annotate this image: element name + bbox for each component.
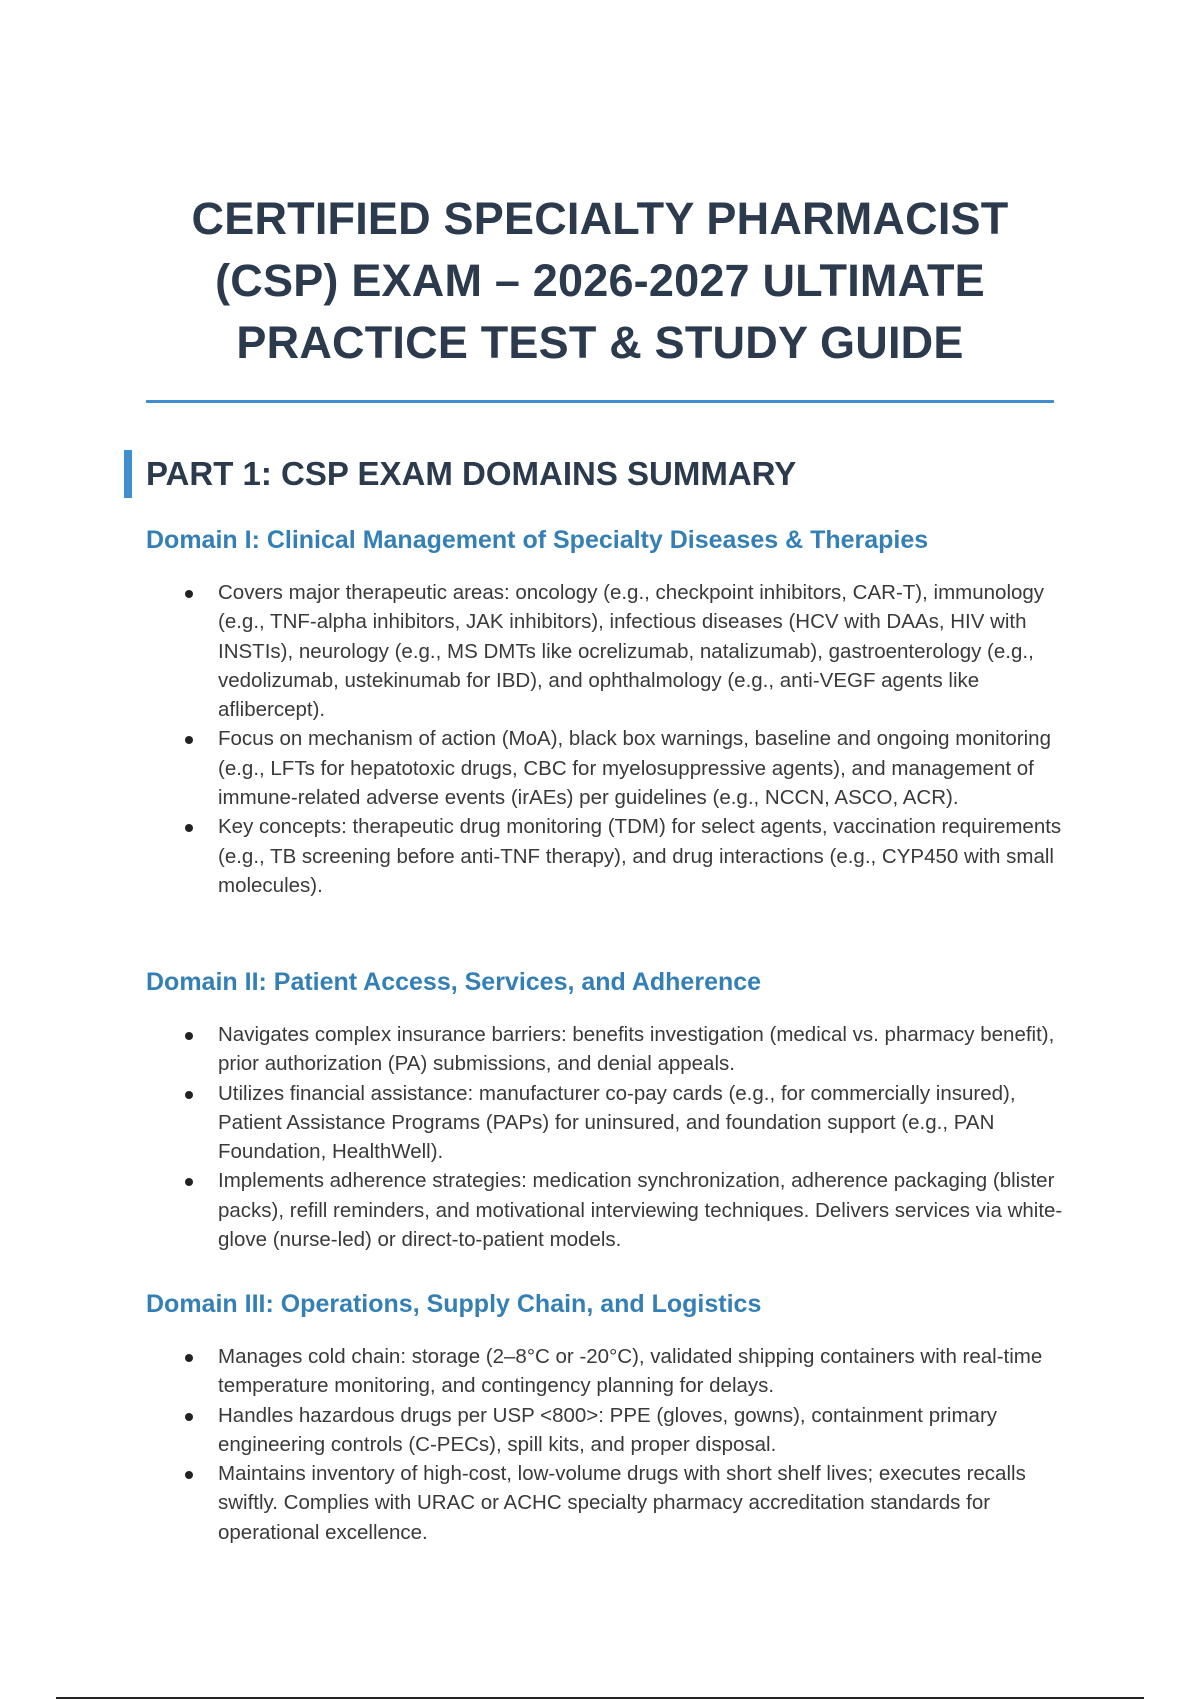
bullet-dot-icon <box>185 1413 193 1421</box>
bullet-text: Key concepts: therapeutic drug monitoring (TDM) for select agents, vaccination requirements (e.g., TB screening before anti-TNF therapy), and drug interactions (e.g., CYP450 with small molecules). <box>218 815 1062 897</box>
part1-accent-bar <box>124 450 132 498</box>
bullet-text: Manages cold chain: storage (2–8°C or -20°C), validated shipping containers with real-time temperature monitoring, and contingency planning for delays. <box>218 1345 1043 1398</box>
document-title: CERTIFIED SPECIALTY PHARMACIST (CSP) EXAM – 2026-2027 ULTIMATE PRACTICE TEST & STUDY GUIDE <box>191 193 1009 368</box>
domain-3-bullet-list <box>146 1342 1066 1547</box>
title-divider <box>146 400 1054 403</box>
bullet-dot-icon <box>185 1471 193 1479</box>
bullet-dot-icon <box>185 824 193 832</box>
domain-1-bullet-3 <box>146 812 1066 900</box>
bullet-text: Handles hazardous drugs per USP <800>: PPE (gloves, gowns), containment primary engineering controls (C-PECs), spill kits, and proper disposal. <box>218 1403 998 1456</box>
bullet-text: Covers major therapeutic areas: oncology (e.g., checkpoint inhibitors, CAR-T), immunology (e.g., TNF-alpha inhibitors, JAK inhibitors), infectious diseases (HCV with DAAs, HIV with INSTIs), neurology (e.g., MS DMTs like ocrelizumab, natalizumab), gastroenterology (e.g., vedolizumab, ustekinumab for IBD), and ophthalmology (e.g., anti-VEGF agents like aflibercept). <box>218 581 1045 722</box>
part1-heading-text: PART 1: CSP EXAM DOMAINS SUMMARY <box>146 455 797 492</box>
page-bottom-rule <box>56 1697 1144 1699</box>
bullet-dot-icon <box>185 736 193 744</box>
bullet-text: Utilizes financial assistance: manufacturer co-pay cards (e.g., for commercially insured), Patient Assistance Programs (PAPs) for uninsured, and foundation support (e.g., PAN Foundation, HealthWell). <box>218 1081 1016 1164</box>
bullet-dot-icon <box>185 1091 193 1099</box>
domain-1-bullet-1 <box>146 578 1066 724</box>
domain-2-title: Domain II: Patient Access, Services, and Adherence <box>146 968 762 996</box>
domain-3-bullet-1 <box>146 1342 1066 1401</box>
domain-3-bullet-3 <box>146 1459 1066 1547</box>
bullet-text: Maintains inventory of high-cost, low-volume drugs with short shelf lives; executes recalls swiftly. Complies with URAC or ACHC specialty pharmacy accreditation standards for operational excellence. <box>218 1462 1026 1544</box>
domain-2-bullet-2 <box>146 1079 1066 1167</box>
domain-1-bullet-2 <box>146 724 1066 812</box>
domain-2-section <box>146 966 1066 1254</box>
bullet-dot-icon <box>185 1178 193 1186</box>
bullet-dot-icon <box>185 1032 193 1040</box>
domain-2-bullet-3 <box>146 1166 1066 1254</box>
bullet-text: Focus on mechanism of action (MoA), black box warnings, baseline and ongoing monitoring (e.g., LFTs for hepatotoxic drugs, CBC for myelosuppressive agents), and management of immune-related adverse events (irAEs) per guidelines (e.g., NCCN, ASCO, ACR). <box>218 727 1051 810</box>
domain-2-bullet-list <box>146 1020 1066 1254</box>
bullet-text: Navigates complex insurance barriers: benefits investigation (medical vs. pharmacy benefit), prior authorization (PA) submissions, and denial appeals. <box>218 1023 1055 1076</box>
bullet-dot-icon <box>185 1354 193 1362</box>
domain-3-bullet-2 <box>146 1401 1066 1460</box>
domain-2-bullet-1 <box>146 1020 1066 1079</box>
domain-3-title: Domain III: Operations, Supply Chain, and Logistics <box>146 1290 762 1318</box>
domain-1-bullet-list <box>146 578 1066 900</box>
domain-3-section <box>146 1288 1066 1547</box>
bullet-dot-icon <box>185 590 193 598</box>
domain-1-section <box>146 524 1066 900</box>
part1-heading <box>124 450 796 498</box>
domain-1-title: Domain I: Clinical Management of Specialty Diseases & Therapies <box>146 526 929 554</box>
bullet-text: Implements adherence strategies: medication synchronization, adherence packaging (blister packs), refill reminders, and motivational interviewing techniques. Delivers services via white-glove (nurse-led) or direct-to-patient models. <box>218 1169 1063 1252</box>
